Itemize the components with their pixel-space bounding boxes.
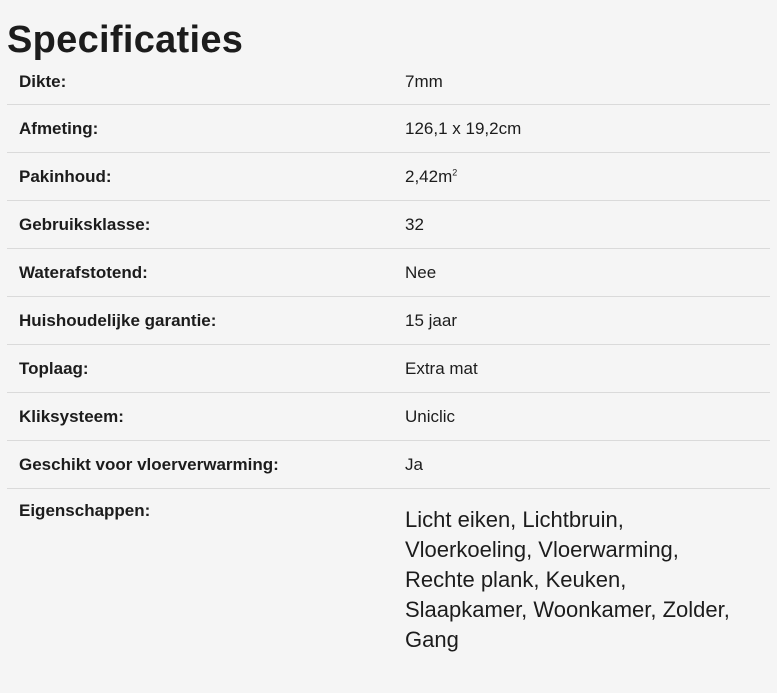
spec-label: Geschikt voor vloerverwarming: (19, 454, 279, 474)
spec-label: Dikte: (19, 71, 67, 91)
spec-value: Ja (405, 454, 423, 474)
spec-label: Afmeting: (19, 118, 99, 138)
spec-row-dikte (7, 59, 770, 104)
spec-label: Kliksysteem: (19, 406, 124, 426)
spec-label: Eigenschappen: (19, 501, 151, 520)
spec-row-kliksysteem (7, 392, 770, 440)
spec-row-garantie (7, 296, 770, 344)
spec-row-waterafstotend (7, 248, 770, 296)
spec-row-afmeting (7, 104, 770, 152)
spec-value: 15 jaar (405, 310, 457, 330)
spec-value: 126,1 x 19,2cm (405, 118, 522, 138)
spec-row-eigenschappen (7, 488, 770, 668)
spec-label: Pakinhoud: (19, 166, 112, 186)
spec-row-gebruiksklasse (7, 200, 770, 248)
superscript-unit: 2 (452, 166, 458, 177)
spec-row-vloerverwarming (7, 440, 770, 488)
spec-label: Toplaag: (19, 358, 89, 378)
spec-value (405, 167, 770, 187)
page-title: Specificaties (7, 19, 244, 61)
spec-row-pakinhoud (7, 152, 770, 200)
spec-value-text: 2,42m (405, 166, 453, 186)
spec-value: Uniclic (405, 406, 456, 426)
spec-label: Waterafstotend: (19, 262, 148, 282)
spec-row-toplaag (7, 344, 770, 392)
spec-value: Extra mat (405, 358, 478, 378)
spec-label: Huishoudelijke garantie: (19, 310, 217, 330)
spec-value: Licht eiken, Lichtbruin, Vloerkoeling, Vloerwarming, Rechte plank, Keuken, Slaapkamer, Woonkamer, Zolder, Gang (405, 507, 730, 652)
spec-label: Gebruiksklasse: (19, 214, 151, 234)
spec-value: Nee (405, 262, 437, 282)
spec-value: 32 (405, 214, 424, 234)
spec-value: 7mm (405, 71, 443, 91)
specifications-table (7, 59, 770, 668)
